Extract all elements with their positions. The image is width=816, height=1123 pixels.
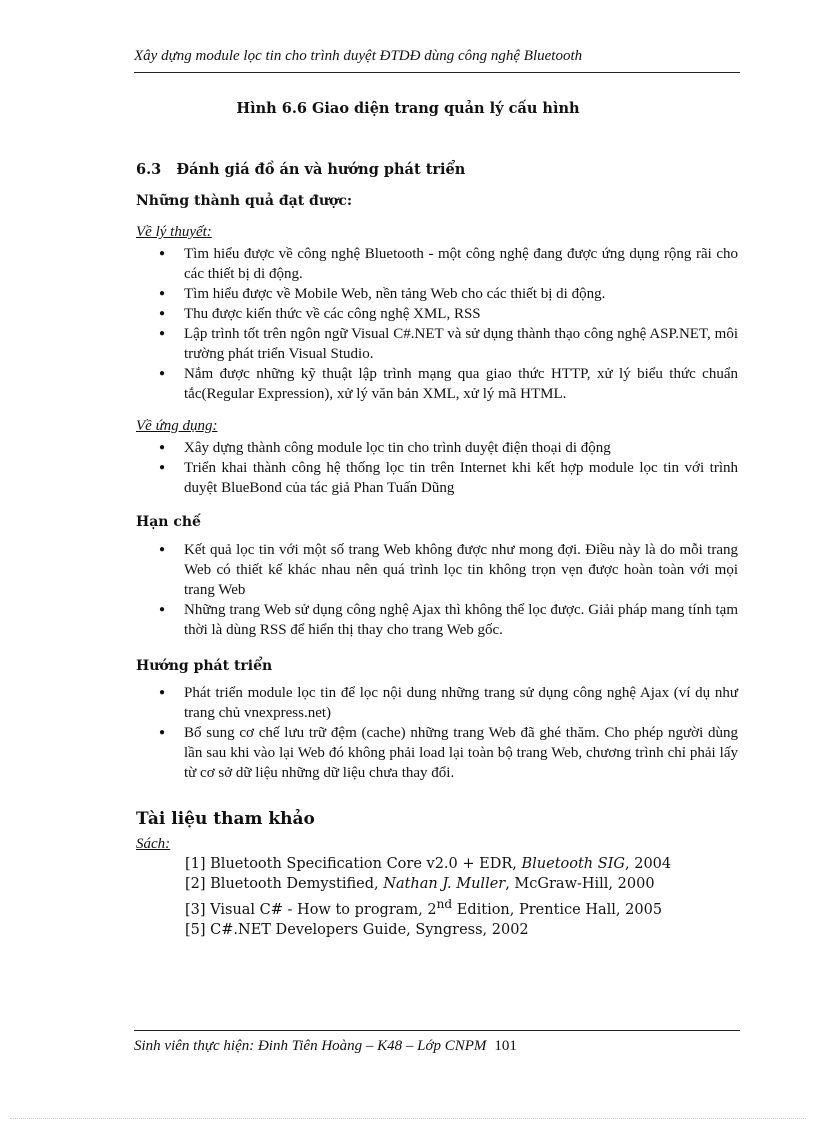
theory-label: Về lý thuyết: bbox=[136, 224, 212, 240]
ref-rest: Edition, Prentice Hall, 2005 bbox=[452, 901, 663, 918]
list-item: ● Xây dựng thành công module lọc tin cho trình duyệt điện thoại di động bbox=[136, 438, 738, 458]
figure-caption: Hình 6.6 Giao diện trang quản lý cấu hình bbox=[236, 100, 580, 117]
future-heading: Hướng phát triển bbox=[136, 658, 273, 674]
ref-author: Nathan J. Muller bbox=[383, 876, 506, 892]
ref-title: C#.NET Developers Guide, Syngress, 2002 bbox=[210, 921, 529, 938]
limitations-list bbox=[136, 540, 738, 640]
section-number: 6.3 bbox=[136, 161, 162, 178]
ref-title: Bluetooth Demystified, bbox=[210, 876, 379, 892]
future-list bbox=[136, 683, 738, 783]
list-item: ● Tìm hiểu được về công nghệ Bluetooth - một công nghệ đang được ứng dụng rộng rãi cho các thiết bị di động. bbox=[136, 244, 738, 284]
section-heading bbox=[136, 160, 738, 180]
list-item: ● Tìm hiểu được về Mobile Web, nền tảng Web cho các thiết bị di động. bbox=[136, 284, 738, 304]
reference-item bbox=[136, 874, 738, 894]
reference-item bbox=[136, 920, 738, 940]
ref-author: Bluetooth SIG bbox=[521, 856, 626, 872]
list-item: ● Những trang Web sử dụng công nghệ Ajax thì không thể lọc được. Giải pháp mang tính tạm thời là dùng RSS để hiển thị thay cho trang Web gốc. bbox=[136, 600, 738, 640]
page-number: 101 bbox=[494, 1038, 517, 1054]
running-footer bbox=[134, 1038, 740, 1055]
application-label: Về ứng dụng: bbox=[136, 418, 218, 434]
footer-text: Sinh viên thực hiện: Đinh Tiên Hoàng – K48 – Lớp CNPM bbox=[134, 1038, 487, 1054]
section-title: Đánh giá đồ án và hướng phát triển bbox=[176, 161, 466, 178]
page-content bbox=[136, 160, 738, 940]
ref-title: Visual C# - How to program, 2 bbox=[210, 901, 437, 918]
references-list bbox=[136, 854, 738, 940]
ref-sup: nd bbox=[436, 897, 453, 911]
header-divider bbox=[134, 72, 740, 73]
reference-item bbox=[136, 894, 738, 920]
application-list bbox=[136, 438, 738, 498]
ref-id: [2] bbox=[185, 876, 206, 892]
list-item: ● Thu được kiến thức về các công nghệ XML, RSS bbox=[136, 304, 738, 324]
page-border bbox=[10, 1118, 806, 1119]
references-heading: Tài liệu tham khảo bbox=[136, 809, 315, 829]
theory-list bbox=[136, 244, 738, 404]
list-item: ● Triển khai thành công hệ thống lọc tin trên Internet khi kết hợp module lọc tin với trình duyệt BlueBond của tác giả Phan Tuấn Dũng bbox=[136, 458, 738, 498]
list-item: ● Phát triển module lọc tin để lọc nội dung những trang sử dụng công nghệ Ajax (ví dụ như trang chủ vnexpress.net) bbox=[136, 683, 738, 723]
list-item: ● Nắm được những kỹ thuật lập trình mạng qua giao thức HTTP, xử lý biểu thức chuẩn tắc(Regular Expression), xử lý văn bản XML, xử lý mã HTML. bbox=[136, 364, 738, 404]
footer-divider bbox=[134, 1030, 740, 1031]
list-item: ● Bổ sung cơ chế lưu trữ đệm (cache) những trang Web đã ghé thăm. Cho phép người dùng lần sau khi vào lại Web đó không phải load lại toàn bộ trang Web, chương trình chỉ phải lấy từ cơ sở dữ liệu những dữ liệu chưa thay đổi. bbox=[136, 723, 738, 783]
ref-id: [1] bbox=[185, 856, 206, 872]
ref-rest: , 2004 bbox=[625, 856, 672, 872]
list-item: ● Kết quả lọc tin với một số trang Web không được như mong đợi. Điều này là do mỗi trang Web có thiết kế khác nhau nên quá trình lọc tin không trọn vẹn được hoàn toàn với mọi trang Web bbox=[136, 540, 738, 600]
list-item: ● Lập trình tốt trên ngôn ngữ Visual C#.NET và sử dụng thành thạo công nghệ ASP.NET, môi trường phát triển Visual Studio. bbox=[136, 324, 738, 364]
achievements-heading: Những thành quả đạt được: bbox=[136, 193, 353, 209]
ref-id: [3] bbox=[185, 901, 206, 918]
ref-id: [5] bbox=[185, 921, 206, 938]
ref-rest: , McGraw-Hill, 2000 bbox=[505, 876, 655, 892]
reference-item bbox=[136, 854, 738, 874]
limitations-heading: Hạn chế bbox=[136, 514, 201, 530]
ref-title: Bluetooth Specification Core v2.0 + EDR, bbox=[210, 856, 517, 872]
books-label: Sách: bbox=[136, 836, 171, 852]
running-header: Xây dựng module lọc tin cho trình duyệt ĐTDĐ dùng công nghệ Bluetooth bbox=[134, 48, 583, 64]
